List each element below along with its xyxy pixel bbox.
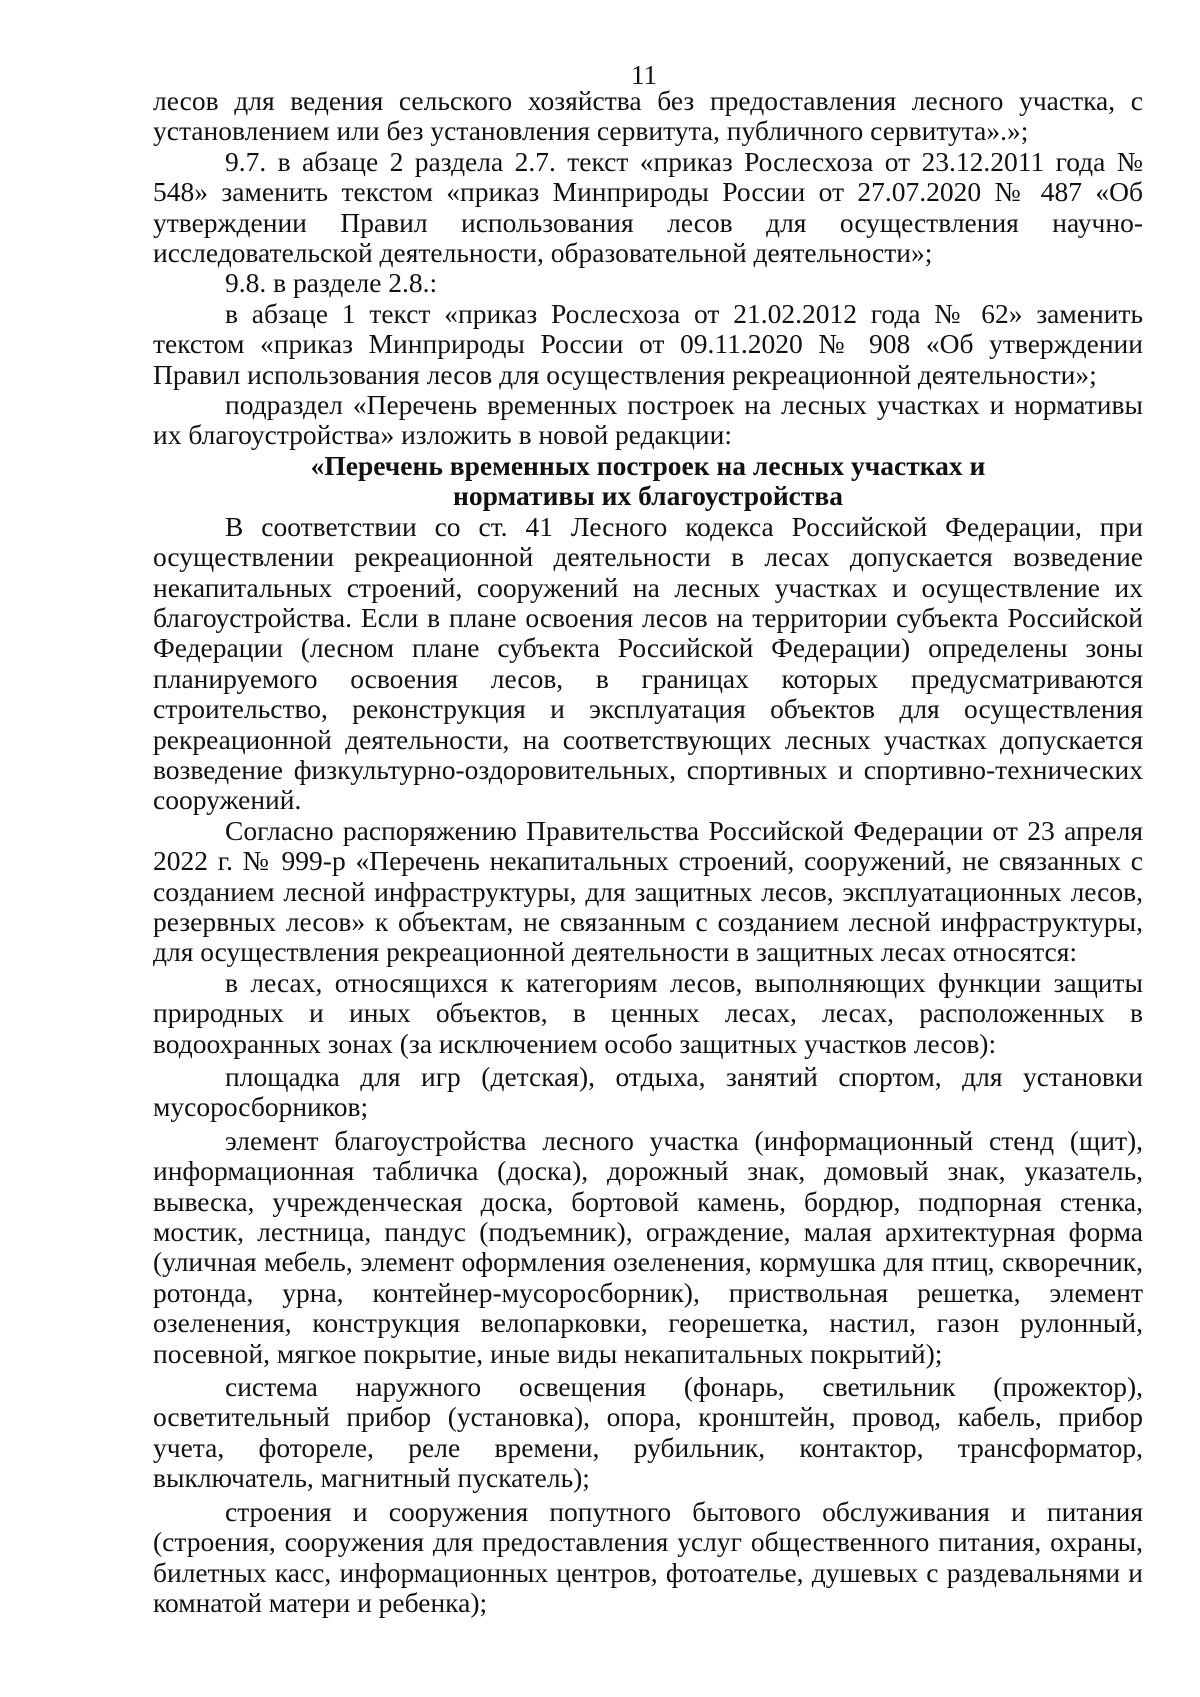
paragraph-3: 9.8. в разделе 2.8.: bbox=[225, 267, 438, 299]
paragraph-5: подраздел «Перечень временных построек на лесных участках и нормативы их благоустройства» изложить в новой редакции: bbox=[153, 389, 1143, 451]
paragraph-1: лесов для ведения сельского хозяйства без предоставления лесного участка, с установлением или без установления сервитута, публичного сервитута».»; bbox=[153, 85, 1143, 147]
paragraph-9: площадка для игр (детская), отдыха, занятий спортом, для установки мусоросборников; bbox=[153, 1061, 1143, 1123]
paragraph-10: элемент благоустройства лесного участка (информационный стенд (щит), информационная табличка (доска), дорожный знак, домовый знак, указатель, вывеска, учрежденческая доска, бортовой камень, бордюр, подпорная стенка, мостик, лестница, пандус (подъемник), ограждение, малая архитектурная форма (уличная мебель, элемент оформления озеленения, кормушка для птиц, скворечник, ротонда, урна, контейнер-мусоросборник), приствольная решетка, элемент озеленения, конструкция велопарковки, георешетка, настил, газон рулонный, посевной, мягкое покрытие, иные виды некапитальных покрытий); bbox=[153, 1124, 1143, 1369]
section-heading-line-2: нормативы их благоустройства bbox=[453, 480, 843, 512]
paragraph-4: в абзаце 1 текст «приказ Рослесхоза от 21.02.2012 года № 62» заменить текстом «приказ Минприроды России от 09.11.2020 № 908 «Об утверждении Правил использования лесов для осуществления рекреационной деятельности»; bbox=[153, 297, 1143, 390]
section-heading-line-1: «Перечень временных построек на лесных участках и bbox=[310, 449, 986, 481]
document-body bbox=[153, 86, 1143, 1618]
paragraph-8: в лесах, относящихся к категориям лесов, выполняющих функции защиты природных и иных объектов, в ценных лесах, лесах, расположенных в водоохранных зонах (за исключением особо защитных участков лесов): bbox=[153, 966, 1143, 1059]
paragraph-11: система наружного освещения (фонарь, светильник (прожектор), осветительный прибор (установка), опора, кронштейн, провод, кабель, прибор учета, фотореле, реле времени, рубильник, контактор, трансформатор, выключатель, магнитный пускатель); bbox=[153, 1371, 1143, 1494]
paragraph-12: строения и сооружения попутного бытового обслуживания и питания (строения, сооружения для предоставления услуг общественного питания, охраны, билетных касс, информационных центров, фотоателье, душевых с раздевальнями и комнатой матери и ребенка); bbox=[153, 1495, 1143, 1618]
paragraph-7: Согласно распоряжению Правительства Российской Федерации от 23 апреля 2022 г. № 999-р «Перечень некапитальных строений, сооружений, не связанных с созданием лесной инфраструктуры, для защитных лесов, эксплуатационных лесов, резервных лесов» к объектам, не связанным с созданием лесной инфраструктуры, для осуществления рекреационной деятельности в защитных лесах относятся: bbox=[153, 814, 1143, 968]
paragraph-6: В соответствии со ст. 41 Лесного кодекса Российской Федерации, при осуществлении рекреационной деятельности в лесах допускается возведение некапитальных строений, сооружений на лесных участках и осуществление их благоустройства. Если в плане освоения лесов на территории субъекта Российской Федерации (лесном плане субъекта Российской Федерации) определены зоны планируемого освоения лесов, в границах которых предусматриваются строительство, реконструкция и эксплуатация объектов для осуществления рекреационной деятельности, на соответствующих лесных участках допускается возведение физкультурно-оздоровительных, спортивных и спортивно-технических сооружений. bbox=[153, 510, 1143, 816]
page-number: 11 bbox=[631, 60, 657, 90]
paragraph-2: 9.7. в абзаце 2 раздела 2.7. текст «приказ Рослесхоза от 23.12.2011 года № 548» заменить текстом «приказ Минприроды России от 27.07.2020 № 487 «Об утверждении Правил использования лесов для осуществления научно-исследовательской деятельности, образовательной деятельности»; bbox=[153, 145, 1143, 269]
